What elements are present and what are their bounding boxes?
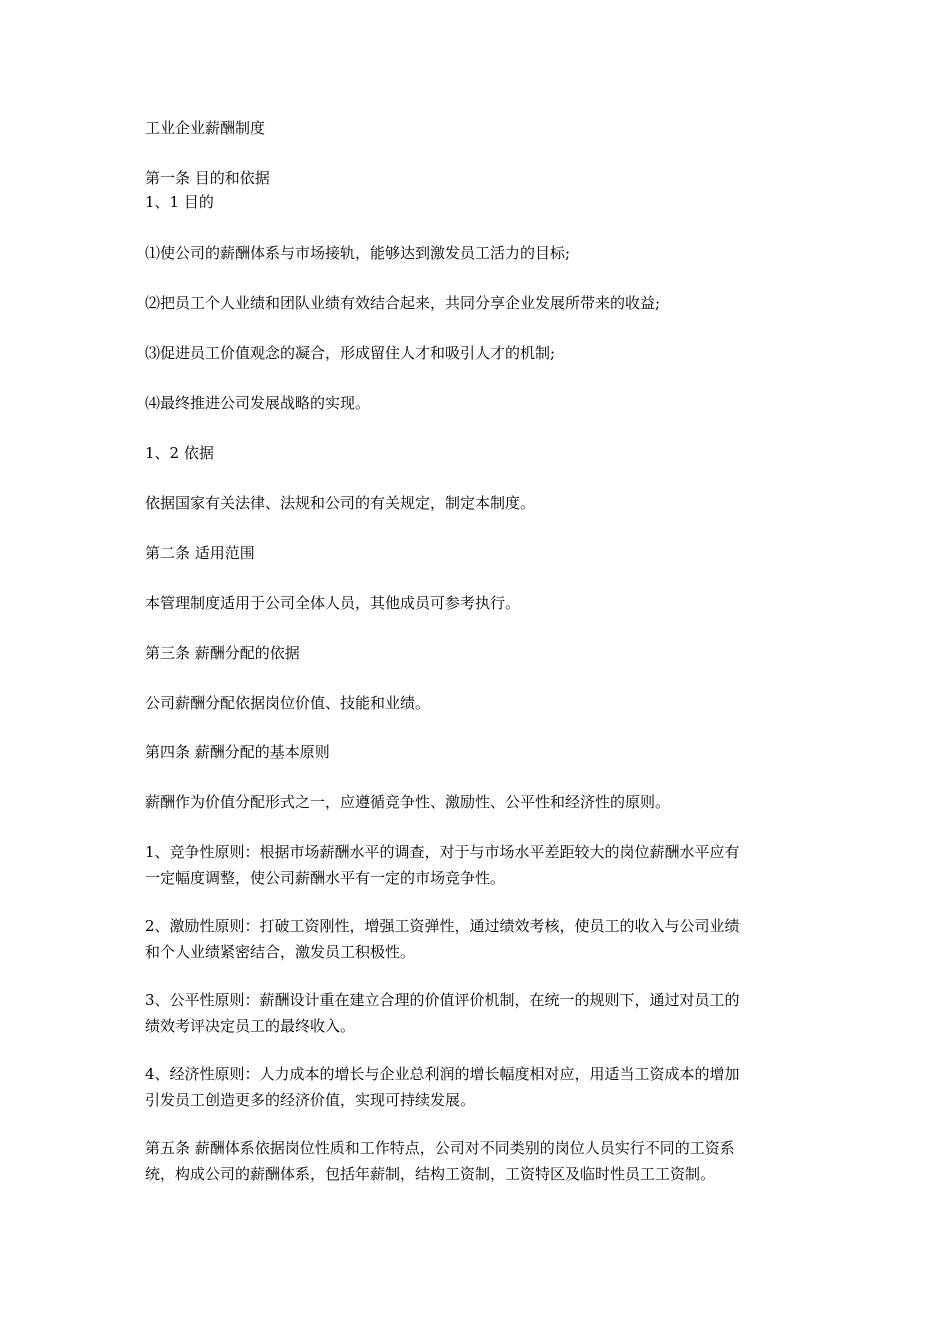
principle-1-line-1: 1、竞争性原则：根据市场薪酬水平的调查，对于与市场水平差距较大的岗位薪酬水平应有: [145, 843, 740, 861]
principle-3-line-1: 3、公平性原则：薪酬设计重在建立合理的价值评价机制，在统一的规则下，通过对员工的: [145, 991, 740, 1009]
principle-1-line-2: 一定幅度调整，使公司薪酬水平有一定的市场竞争性。: [145, 869, 506, 887]
article-3-heading: 第三条 薪酬分配的依据: [145, 644, 300, 662]
principle-4-paragraph: [145, 1061, 815, 1113]
basis-text: 依据国家有关法律、法规和公司的有关规定，制定本制度。: [145, 494, 536, 512]
principle-2-line-2: 和个人业绩紧密结合，激发员工积极性。: [145, 943, 416, 961]
purpose-item-4: ⑷最终推进公司发展战略的实现。: [145, 394, 371, 412]
section-1-2-heading: 1、2 依据: [145, 444, 214, 462]
principle-2-paragraph: [145, 913, 815, 965]
section-1-1-heading: 1、1 目的: [145, 193, 214, 211]
article-4-heading: 第四条 薪酬分配的基本原则: [145, 743, 330, 761]
principle-3-line-2: 绩效考评决定员工的最终收入。: [145, 1017, 356, 1035]
document-title: 工业企业薪酬制度: [145, 119, 266, 137]
purpose-item-1: ⑴使公司的薪酬体系与市场接轨，能够达到激发员工活力的目标;: [145, 244, 571, 262]
principle-4-line-2: 引发员工创造更多的经济价值，实现可持续发展。: [145, 1091, 476, 1109]
article-5-paragraph: [145, 1135, 815, 1187]
purpose-item-3: ⑶促进员工价值观念的凝合，形成留住人才和吸引人才的机制;: [145, 344, 556, 362]
principle-4-line-1: 4、经济性原则：人力成本的增长与企业总利润的增长幅度相对应，用适当工资成本的增加: [145, 1065, 740, 1083]
article-5-line-2: 统，构成公司的薪酬体系，包括年薪制，结构工资制，工资特区及临时性员工工资制。: [145, 1165, 716, 1183]
principle-2-line-1: 2、激励性原则：打破工资刚性，增强工资弹性，通过绩效考核，使员工的收入与公司业绩: [145, 917, 740, 935]
principle-3-paragraph: [145, 987, 815, 1039]
distribution-basis-text: 公司薪酬分配依据岗位价值、技能和业绩。: [145, 694, 431, 712]
purpose-item-2: ⑵把员工个人业绩和团队业绩有效结合起来，共同分享企业发展所带来的收益;: [145, 294, 661, 312]
article-1-heading: 第一条 目的和依据: [145, 169, 270, 187]
principle-1-paragraph: [145, 839, 815, 891]
principles-intro: 薪酬作为价值分配形式之一，应遵循竞争性、激励性、公平性和经济性的原则。: [145, 793, 671, 811]
scope-text: 本管理制度适用于公司全体人员，其他成员可参考执行。: [145, 594, 521, 612]
article-5-line-1: 第五条 薪酬体系依据岗位性质和工作特点，公司对不同类别的岗位人员实行不同的工资系: [145, 1139, 735, 1157]
article-2-heading: 第二条 适用范围: [145, 544, 255, 562]
